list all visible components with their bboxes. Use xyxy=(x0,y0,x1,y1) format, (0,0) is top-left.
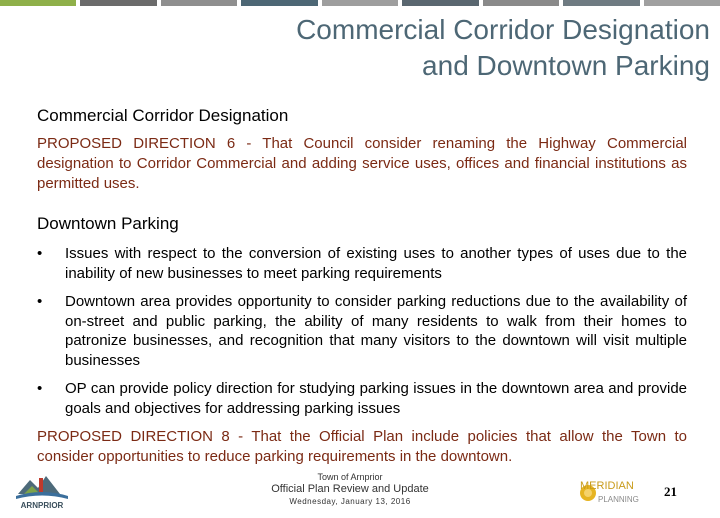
footer-town: Town of Arnprior xyxy=(317,472,383,482)
slide-title-line-1: Commercial Corridor Designation xyxy=(296,14,710,45)
arnprior-logo xyxy=(10,464,74,512)
page-number: 21 xyxy=(664,484,677,499)
footer-plan: Official Plan Review and Update xyxy=(271,483,429,495)
slide-title xyxy=(150,12,710,84)
list-item xyxy=(37,292,687,370)
bullet-icon: • xyxy=(37,380,43,397)
color-segment xyxy=(563,0,639,6)
top-color-bar xyxy=(0,0,720,6)
bullet-text: OP can provide policy direction for studying parking issues in the downtown area and provide goals and objectives for addressing parking issues xyxy=(65,380,687,417)
color-segment xyxy=(483,0,559,6)
section-heading-parking: Downtown Parking xyxy=(37,214,179,233)
footer-info xyxy=(260,472,440,506)
slide-content xyxy=(37,106,687,467)
meridian-text: MERIDIAN xyxy=(580,480,634,492)
color-segment xyxy=(0,0,76,6)
list-item xyxy=(37,244,687,283)
list-item xyxy=(37,379,687,418)
proposed-direction-6: PROPOSED DIRECTION 6 - That Council consider renaming the Highway Commercial designation to Corridor Commercial and adding service uses, offices and financial institutions as permitted uses. xyxy=(37,135,687,192)
bullet-icon: • xyxy=(37,293,43,310)
planning-text: PLANNING xyxy=(598,495,639,504)
color-segment xyxy=(644,0,720,6)
section-heading-corridor: Commercial Corridor Designation xyxy=(37,106,289,125)
bullet-icon: • xyxy=(37,245,43,262)
color-segment xyxy=(241,0,317,6)
parking-bullet-list xyxy=(37,244,687,418)
footer-date: Wednesday, January 13, 2016 xyxy=(289,497,411,506)
bullet-text: Issues with respect to the conversion of existing uses to another types of uses due to the inability of new businesses to meet parking requirements xyxy=(65,245,687,282)
color-segment xyxy=(402,0,478,6)
slide-title-line-2: and Downtown Parking xyxy=(422,50,710,81)
proposed-direction-8: PROPOSED DIRECTION 8 - That the Official Plan include policies that allow the Town to consider opportunities to reduce parking requirements in the downtown. xyxy=(37,428,687,465)
color-segment xyxy=(80,0,156,6)
color-segment xyxy=(161,0,237,6)
meridian-planning-logo xyxy=(578,478,648,506)
color-segment xyxy=(322,0,398,6)
arnprior-logo-text: ARNPRIOR xyxy=(20,501,64,510)
bullet-text: Downtown area provides opportunity to consider parking reductions due to the availability of on-street and public parking, the ability of many residents to walk from their homes to patronize businesses, and recognition that many visitors to the downtown will visit multiple businesses xyxy=(65,293,687,369)
